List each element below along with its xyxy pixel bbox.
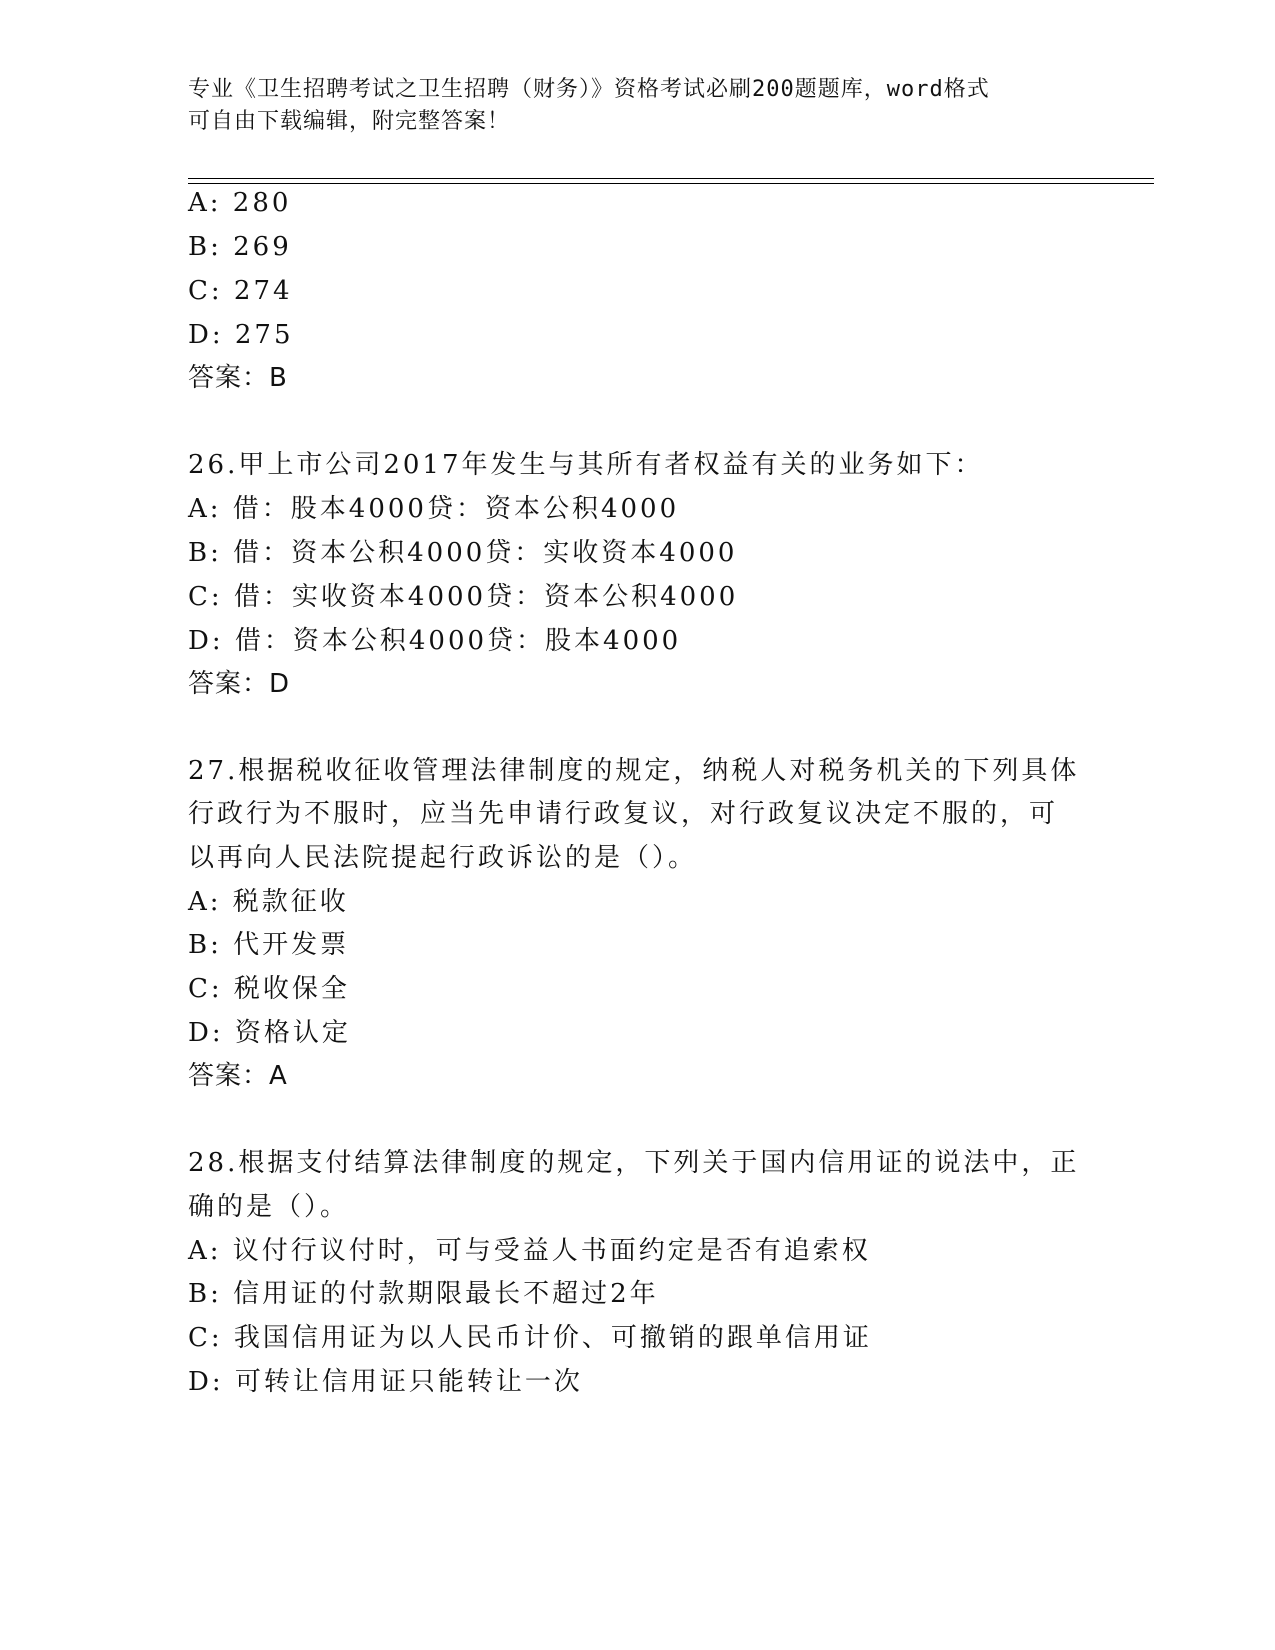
q25-option-d: D: 275: [188, 320, 294, 350]
q28-stem-line-2: 确的是（）。: [188, 1192, 350, 1222]
q27-option-c: C: 税收保全: [188, 974, 350, 1004]
q25-option-a: A: 280: [188, 188, 292, 218]
q26-answer: 答案：D: [188, 669, 291, 699]
q27-stem-line-3: 以再向人民法院提起行政诉讼的是（）。: [188, 843, 698, 873]
q25-option-c: C: 274: [188, 276, 293, 306]
document-header: [188, 74, 1088, 138]
header-divider-bottom: [188, 183, 1154, 184]
q25-option-b: B: 269: [188, 232, 292, 262]
q27-stem-line-2: 行政行为不服时，应当先申请行政复议，对行政复议决定不服的，可: [188, 799, 1059, 829]
q27-answer: 答案：A: [188, 1061, 288, 1091]
q28-stem-line-1: 28.根据支付结算法律制度的规定，下列关于国内信用证的说法中，正: [188, 1148, 1080, 1178]
q26-stem-line-1: 26.甲上市公司2017年发生与其所有者权益有关的业务如下：: [188, 450, 984, 480]
q25-answer: 答案：B: [188, 363, 288, 393]
header-divider-top: [188, 178, 1154, 179]
q28-option-c: C: 我国信用证为以人民币计价、可撤销的跟单信用证: [188, 1323, 872, 1353]
q28-option-a: A: 议付行议付时，可与受益人书面约定是否有追索权: [188, 1236, 871, 1266]
header-title-line-1: 专业《卫生招聘考试之卫生招聘（财务）》资格考试必刷200题题库，word格式: [188, 77, 990, 102]
header-title-line-2: 可自由下载编辑，附完整答案！: [188, 109, 511, 134]
q28-option-b: B: 信用证的付款期限最长不超过2年: [188, 1279, 659, 1309]
q26-option-c: C: 借：实收资本4000贷：资本公积4000: [188, 582, 739, 612]
q26-option-d: D: 借：资本公积4000贷：股本4000: [188, 626, 682, 656]
q26-option-b: B: 借：资本公积4000贷：实收资本4000: [188, 538, 738, 568]
q27-option-a: A: 税款征收: [188, 887, 349, 917]
q26-option-a: A: 借：股本4000贷：资本公积4000: [188, 494, 680, 524]
q27-stem-line-1: 27.根据税收征收管理法律制度的规定，纳税人对税务机关的下列具体: [188, 756, 1080, 786]
q27-option-b: B: 代开发票: [188, 930, 350, 960]
q28-option-d: D: 可转让信用证只能转让一次: [188, 1367, 583, 1397]
q27-option-d: D: 资格认定: [188, 1018, 351, 1048]
